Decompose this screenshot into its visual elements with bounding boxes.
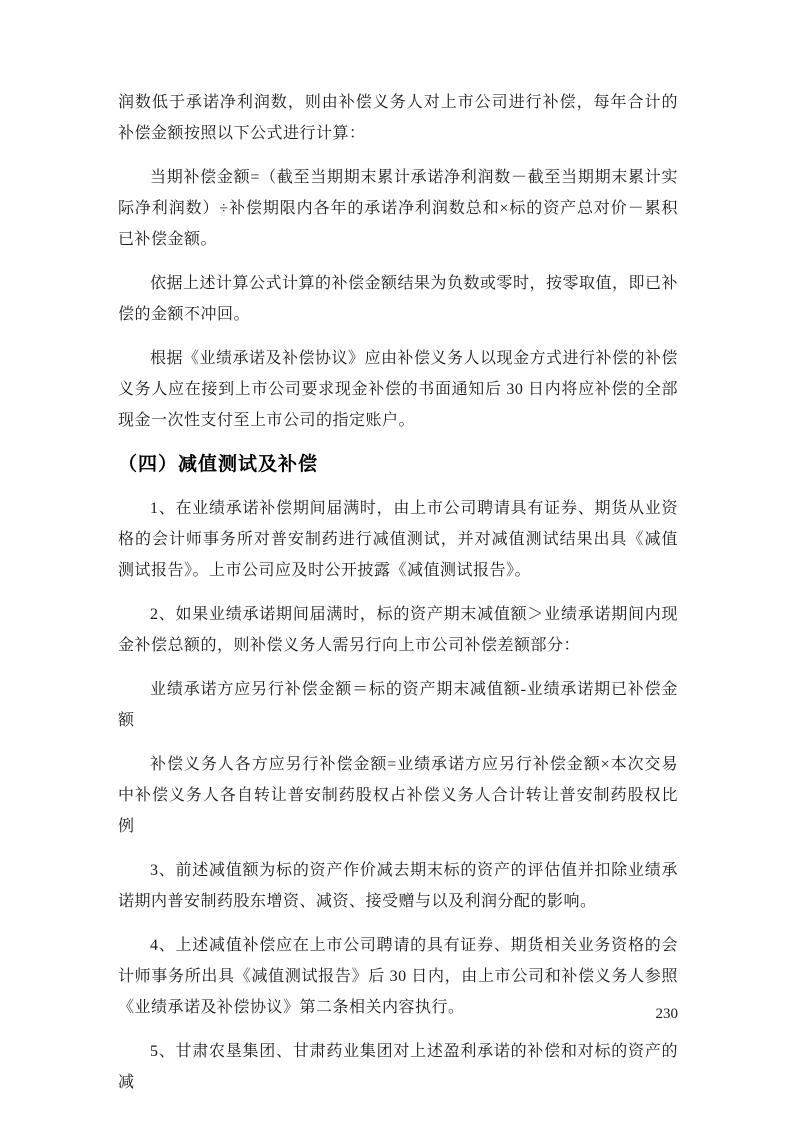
paragraph-formula-current-period: 当期补偿金额=（截至当期期末累计承诺净利润数－截至当期期末累计实际净利润数）÷补偿期限内各年的承诺净利润数总和×标的资产总对价－累积已补偿金额。 [118,169,678,248]
paragraph-item-3: 3、前述减值额为标的资产作价减去期末标的资产的评估值并扣除业绩承诺期内普安制药股东增资、减资、接受赠与以及利润分配的影响。 [118,862,678,910]
paragraph-item-4: 4、上述减值补偿应在上市公司聘请的具有证券、期货相关业务资格的会计师事务所出具《减值测试报告》后 30 日内，由上市公司和补偿义务人参照《业绩承诺及补偿协议》第二条相关内容执行。 [118,937,678,1016]
paragraph-formula-additional-2: 补偿义务人各方应另行补偿金额=业绩承诺方应另行补偿金额×本次交易中补偿义务人各自转让普安制药股权占补偿义务人合计转让普安制药股权比例 [118,756,678,835]
document-body [118,87,678,1111]
paragraph-item-2: 2、如果业绩承诺期间届满时，标的资产期末减值额＞业绩承诺期间内现金补偿总额的，则补偿义务人需另行向上市公司补偿差额部分： [118,606,678,654]
paragraph-item-5-partial: 5、甘肃农垦集团、甘肃药业集团对上述盈利承诺的补偿和对标的资产的减 [118,1043,678,1091]
page-number: 230 [655,1006,678,1022]
section-heading: （四）减值测试及补偿 [118,454,319,475]
paragraph-zero-rule: 依据上述计算公式计算的补偿金额结果为负数或零时，按零取值，即已补偿的金额不冲回。 [118,275,679,323]
paragraph-cash-payment: 根据《业绩承诺及补偿协议》应由补偿义务人以现金方式进行补偿的补偿义务人应在接到上市公司要求现金补偿的书面通知后 30 日内将应补偿的全部现金一次性支付至上市公司的指定账户。 [118,350,679,429]
paragraph-continuation: 润数低于承诺净利润数，则由补偿义务人对上市公司进行补偿，每年合计的补偿金额按照以下公式进行计算： [118,94,678,142]
paragraph-formula-additional-1: 业绩承诺方应另行补偿金额＝标的资产期末减值额-业绩承诺期已补偿金额 [118,681,678,729]
paragraph-item-1: 1、在业绩承诺补偿期间届满时，由上市公司聘请具有证券、期货从业资格的会计师事务所对普安制药进行减值测试，并对减值测试结果出具《减值测试报告》。上市公司应及时公开披露《减值测试报告》。 [118,500,678,579]
